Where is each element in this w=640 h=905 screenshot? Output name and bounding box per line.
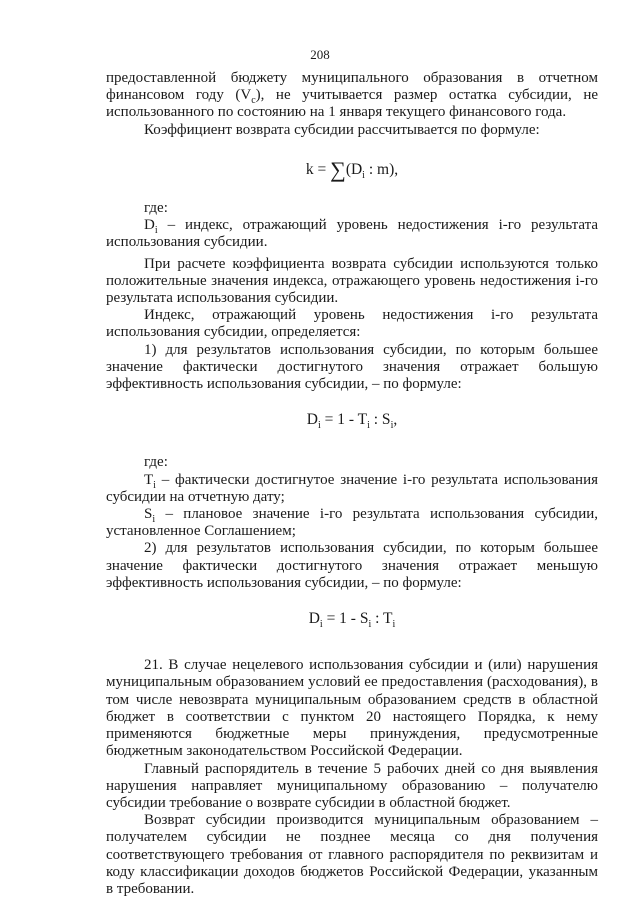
paragraph-subsidy-return: Возврат субсидии производится муниципальным образованием – получателем субсидии не позднее месяца со дня получения соответствующего требования от главного распорядителя по реквизитам и коду классификации доходов бюджетов Российской Федерации, указанным в требовании. [106,812,598,897]
definition-si: $S_i$ – плановое значение i-го результата использования субсидии, установленное Соглашением; [106,506,598,540]
where-label: где: [144,454,168,471]
paragraph-subsidy-remainder: предоставленной бюджету муниципального образования в отчетном финансовом году $(V_c)$, не учитывается размер остатка субсидии, не использованного по состоянию на 1 января текущего финансового года. [106,70,599,121]
definition-ti: $T_i$ – фактически достигнутое значение i-го результата использования субсидии на отчетную дату; [106,471,598,505]
page-number: 208 [310,47,330,62]
paragraph-item-21: 21. В случае нецелевого использования субсидии и (или) нарушения муниципальным образованием условий ее предоставления (расходования), в том числе невозврата муниципальным образованием средств в областной бюджет в соответствии с пунктом 20 настоящего Порядка, к нему применяются бюджетные меры принуждения, предусмотренные бюджетным законодательством Российской Федерации. [106,657,598,760]
where-label: где: [144,200,168,217]
formula-index-case-1: $D_i = 1 - T_i$ : $S_i$, [306,411,398,432]
paragraph-case-2: 2) для результатов использования субсидии, по которым большее значение фактически достигнутого значения отражает меньшую эффективность использования субсидии, – по формуле: [106,540,598,591]
paragraph-index-defined: Индекс, отражающий уровень недостижения i-го результата использования субсидии, определяется: [106,307,598,341]
paragraph-formula-intro: Коэффициент возврата субсидии рассчитывается по формуле: [144,121,540,138]
formula-return-coefficient: $k = \sum(D_i$ : m), [305,156,399,182]
paragraph-positive-values: При расчете коэффициента возврата субсидии используются только положительные значения индекса, отражающего уровень недостижения i-го результата использования субсидии. [106,255,598,307]
paragraph-case-1: 1) для результатов использования субсидии, по которым большее значение фактически достигнутого значения отражает большую эффективность использования субсидии, – по формуле: [106,341,598,393]
formula-index-case-2: $D_i = 1 - S_i$ : $T_i$ [308,610,396,631]
paragraph-violation-notice: Главный распорядитель в течение 5 рабочих дней со дня выявления нарушения направляет муниципальному образованию – получателю субсидии требование о возврате субсидии в областной бюджет. [106,760,598,811]
document-body [106,70,598,898]
definition-di: $D_i$ – индекс, отражающий уровень недостижения i-го результата использования субсидии. [106,217,598,251]
sigma-symbol: ∑ [330,156,346,182]
